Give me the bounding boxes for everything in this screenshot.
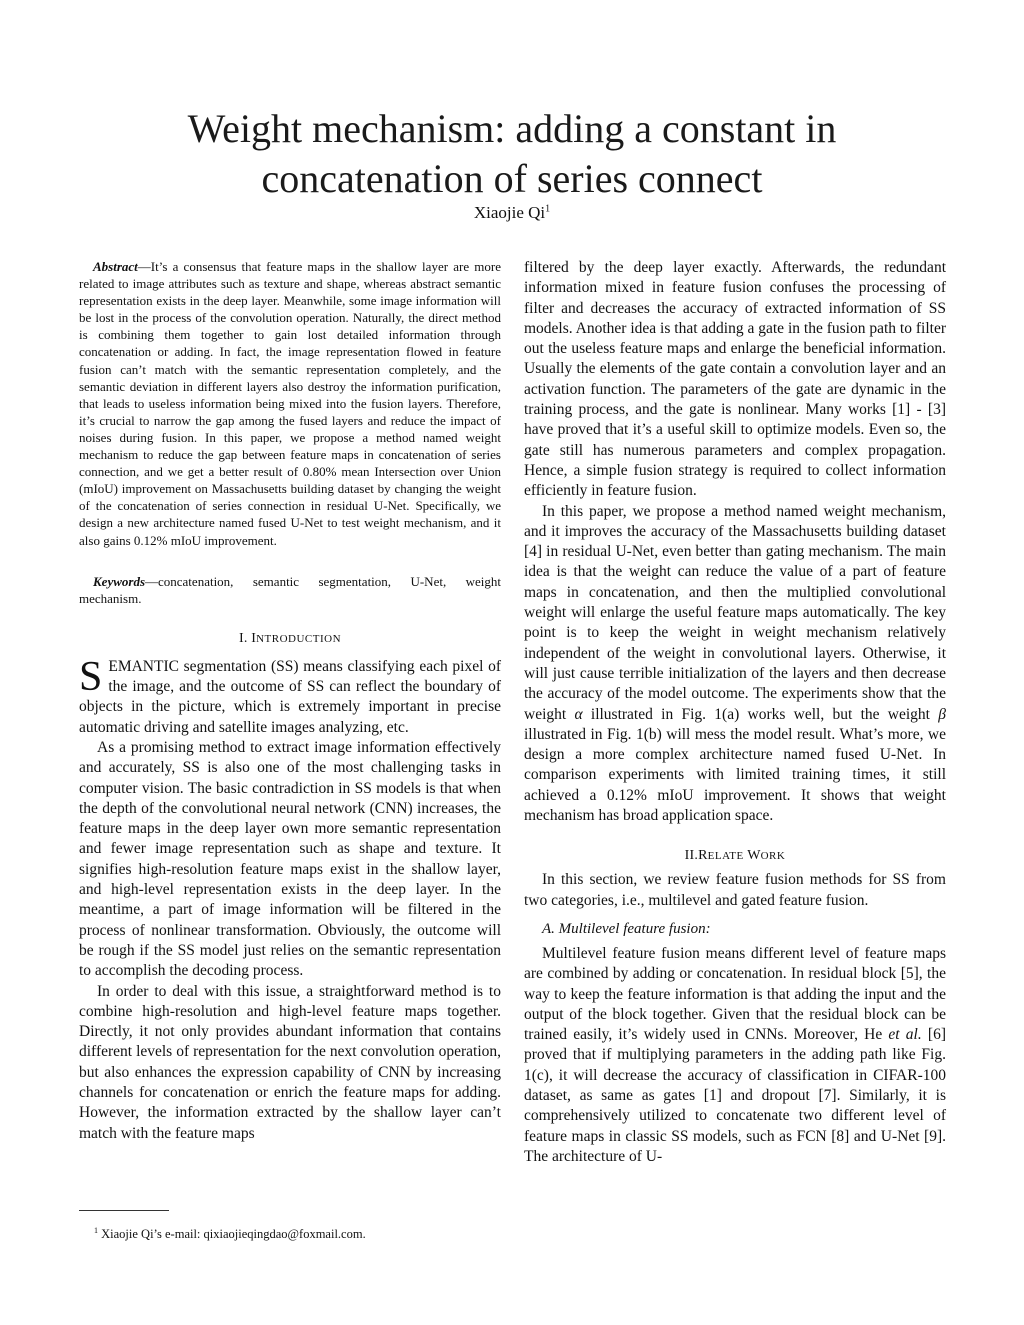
keywords-label: Keywords xyxy=(93,573,145,589)
abstract-label: Abstract xyxy=(93,259,138,274)
author-line xyxy=(0,203,1024,223)
section-heading-related-work: II.RELATE WORK xyxy=(684,848,786,864)
intro-paragraph-3: In order to deal with this issue, a straightforward method is to combine high-resolution and high-level feature maps together. Directly, it not only provides abundant information that contains different levels of representation for the next convolution operation, but also enhances the expression capability of CNN by increasing channels for concatenation or enrich the feature maps for adding. However, the information extracted by the shallow layer can’t match with the feature maps xyxy=(79,982,501,1142)
author-footnote-mark: 1 xyxy=(545,203,551,215)
abstract xyxy=(79,258,501,549)
paper-title xyxy=(0,104,1024,204)
subsection-heading-multilevel: A. Multilevel feature fusion: xyxy=(542,920,711,937)
footnote-divider xyxy=(79,1210,169,1211)
title-line-2: concatenation of series connect xyxy=(261,156,763,201)
right-paragraph-2: In this paper, we propose a method named weight mechanism, and it improves the accuracy of the Massachusetts building dataset [4] in residual U-Net, even better than gating mechanism. The main idea is that the weight can reduce the value of a part of feature maps in concatenation, and then the multiplied convolutional weight will enlarge the useful feature maps automatically. The key point is to keep the weight in weight mechanism relatively independent of the weight in convolutional layers. Otherwise, it will just cause terrible initialization of the layers and then decrease the accuracy of the model outcome. The experiments show that the weight α illustrated in Fig. 1(a) works well, but the weight β illustrated in Fig. 1(b) will mess the model result. What’s more, we design a more complex architecture named fused U-Net. In comparison experiments with limited training times, it still achieved a 0.12% mIoU improvement. It shows that weight mechanism has broad application space. xyxy=(524,502,946,825)
left-column xyxy=(79,258,501,1144)
right-paragraph-1: filtered by the deep layer exactly. Afterwards, the redundant information mixed in feature fusion confuses the processing of filter and decreases the accuracy of extracted information of SS models. Another idea is that adding a gate in the fusion path to filter out the useless feature maps and enlarge the beneficial information. Usually the elements of the gate contain a convolution layer and an activation function. The parameters of the gate are dynamic in the training process, and the gate is nonlinear. Many works [1] - [3] have proved that it’s a useful skill to optimize models. Even so, the gate still has numerous parameters and complex propagation. Hence, a simple fusion strategy is required to collect information efficiently in feature fusion. xyxy=(524,259,946,500)
et-al: et al. xyxy=(888,1026,922,1044)
keywords-text: —concatenation, semantic segmentation, U-Net, weight mechanism. xyxy=(79,573,501,606)
title-line-1: Weight mechanism: adding a constant in xyxy=(187,106,837,151)
section-heading-introduction: I. INTRODUCTION xyxy=(238,630,342,646)
beta-symbol: β xyxy=(938,705,946,723)
related-paragraph-1: In this section, we review feature fusion methods for SS from two categories, i.e., multilevel and gated feature fusion. xyxy=(524,871,946,909)
abstract-text: —It’s a consensus that feature maps in the shallow layer are more related to image attributes such as texture and shape, whereas abstract semantic representation exists in the deep layer. Meanwhile, some image information will be lost in the process of the convolution operation. Naturally, the direct method is combining them together to gain lost detailed information through concatenation or adding. In fact, the image representation flowed in feature fusion can’t match with the semantic representation completely, and the semantic deviation in different layers also destroy the information purification, that leads to useless information being mixed into the fusion layers. Therefore, it’s crucial to narrow the gap among the fused layers and reduce the impact of noises during fusion. In this paper, we propose a method named weight mechanism to reduce the gap between feature maps in concatenation of series connection, and we get a better result of 0.80% mean Intersection over Union (mIoU) improvement on Massachusetts building dataset by changing the weight of the concatenation of series connection in residual U-Net. Specifically, we design a new architecture named fused U-Net to test weight mechanism, and it also gains 0.12% mIoU improvement. xyxy=(79,259,501,548)
intro-paragraph-1: SEMANTIC segmentation (SS) means classifying each pixel of the image, and the outcome of SS can reflect the boundary of objects in the picture, which is extremely important in precise automatic driving and satellite images analyzing, etc. xyxy=(79,653,501,736)
alpha-symbol: α xyxy=(574,705,583,723)
keywords xyxy=(79,573,501,607)
footnote xyxy=(94,1226,366,1242)
multilevel-paragraph-1: Multilevel feature fusion means different level of feature maps are combined by adding or concatenation. In residual block [5], the way to keep the feature information is that adding the input and the output of the block together. Given that the residual block can be trained easily, it’s widely used in CNNs. Moreover, He et al. [6] proved that if multiplying parameters in the adding path like Fig. 1(c), it will decrease the accuracy of classification in CIFAR-100 dataset, as same as gates [1] and dropout [7]. Similarly, it is comprehensively utilized to concatenate two different level of feature maps in classic SS models, such as FCN [8] and U-Net [9]. The architecture of U- xyxy=(524,944,946,1165)
footnote-text: Xiaojie Qi’s e-mail: qixiaojieqingdao@foxmail.com. xyxy=(98,1227,366,1242)
author-name: Xiaojie Qi xyxy=(473,203,546,222)
right-column xyxy=(524,258,946,1167)
drop-cap: S xyxy=(79,653,103,700)
footnote-mark: 1 xyxy=(94,1226,98,1235)
intro-paragraph-2: As a promising method to extract image information effectively and accurately, SS is also one of the most challenging tasks in computer vision. The basic contradiction in SS models is that when the depth of the convolutional neural network (CNN) increases, the feature maps in the deep layer own more semantic representation and fewer image representation such as shape and texture. It signifies high-resolution feature maps exist in the shallow layer, and high-level representation exists in the deep layer. In the meantime, a part of image information will be filtered in the process of nonlinear transformation. Obviously, the outcome will be rough if the SS model just relies on the semantic representation to accomplish the decoding process. xyxy=(79,738,501,980)
